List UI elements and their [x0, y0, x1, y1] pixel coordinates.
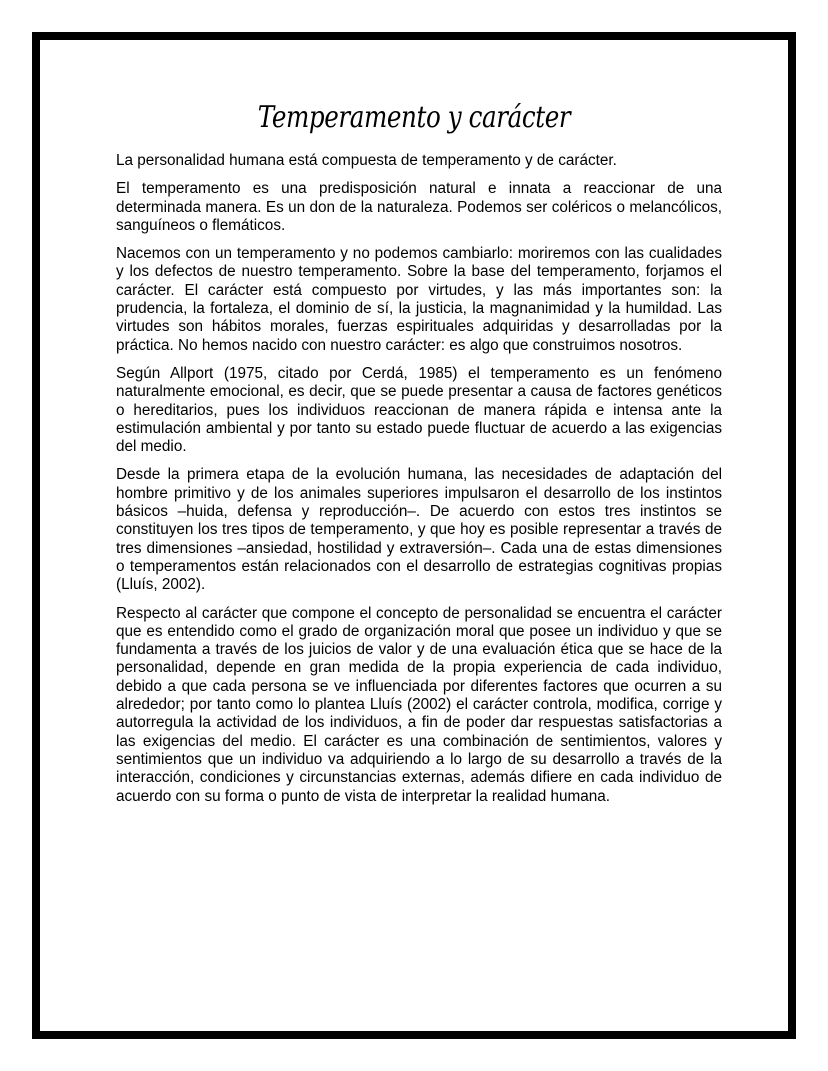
paragraph-evolution: Desde la primera etapa de la evolución humana, las necesidades de adaptación del hombre primitivo y de los animales superiores impulsaron el desarrollo de los instintos básicos –huida, defensa y reproducción–. De acuerdo con estos tres instintos se constituyen los tres tipos de temperamento, y que hoy es posible representar a través de tres dimensiones –ansiedad, hostilidad y extraversión–. Cada una de estas dimensiones o temperamentos están relacionados con el desarrollo de estrategias cognitivas propias (Lluís, 2002). [116, 466, 722, 594]
paragraph-temperament-definition: El temperamento es una predisposición natural e innata a reaccionar de una determinada manera. Es un don de la naturaleza. Podemos ser coléricos o melancólicos, sanguíneos o flemáticos. [116, 180, 722, 234]
paragraph-character-concept: Respecto al carácter que compone el concepto de personalidad se encuentra el carácter que es entendido como el grado de organización moral que posee un individuo y que se fundamenta a través de los juicios de valor y de una evaluación ética que se hace de la personalidad, depende en gran medida de la propia experiencia de cada individuo, debido a que cada persona se ve influenciada por diferentes factores que ocurren a su alrededor; por tanto como lo plantea Lluís (2002) el carácter controla, modifica, corrige y autorregula la actividad de los individuos, a fin de poder dar respuestas satisfactorias a las exigencias del medio. El carácter es una combinación de sentimientos, valores y sentimientos que un individuo va adquiriendo a lo largo de su desarrollo a través de la interacción, condiciones y circunstancias externas, además difiere en cada individuo de acuerdo con su forma o punto de vista de interpretar la realidad humana. [116, 604, 722, 805]
document-body [116, 152, 722, 816]
document-title: Temperamento y carácter [257, 100, 571, 135]
paragraph-allport: Según Allport (1975, citado por Cerdá, 1985) el temperamento es un fenómeno naturalmente emocional, es decir, que se puede presentar a causa de factores genéticos o hereditarios, pues los individuos reaccionan de manera rápida e intensa ante la estimulación ambiental y por tanto su estado puede fluctuar de acuerdo a las exigencias del medio. [116, 364, 722, 456]
paragraph-intro: La personalidad humana está compuesta de temperamento y de carácter. [116, 152, 617, 169]
paragraph-character-virtues: Nacemos con un temperamento y no podemos cambiarlo: moriremos con las cualidades y los defectos de nuestro temperamento. Sobre la base del temperamento, forjamos el carácter. El carácter está compuesto por virtudes, y las más importantes son: la prudencia, la fortaleza, el dominio de sí, la justicia, la magnanimidad y la humildad. Las virtudes son hábitos morales, fuerzas espirituales adquiridas y desarrolladas por la práctica. No hemos nacido con nuestro carácter: es algo que construimos nosotros. [116, 245, 722, 354]
page-frame [32, 32, 796, 1039]
